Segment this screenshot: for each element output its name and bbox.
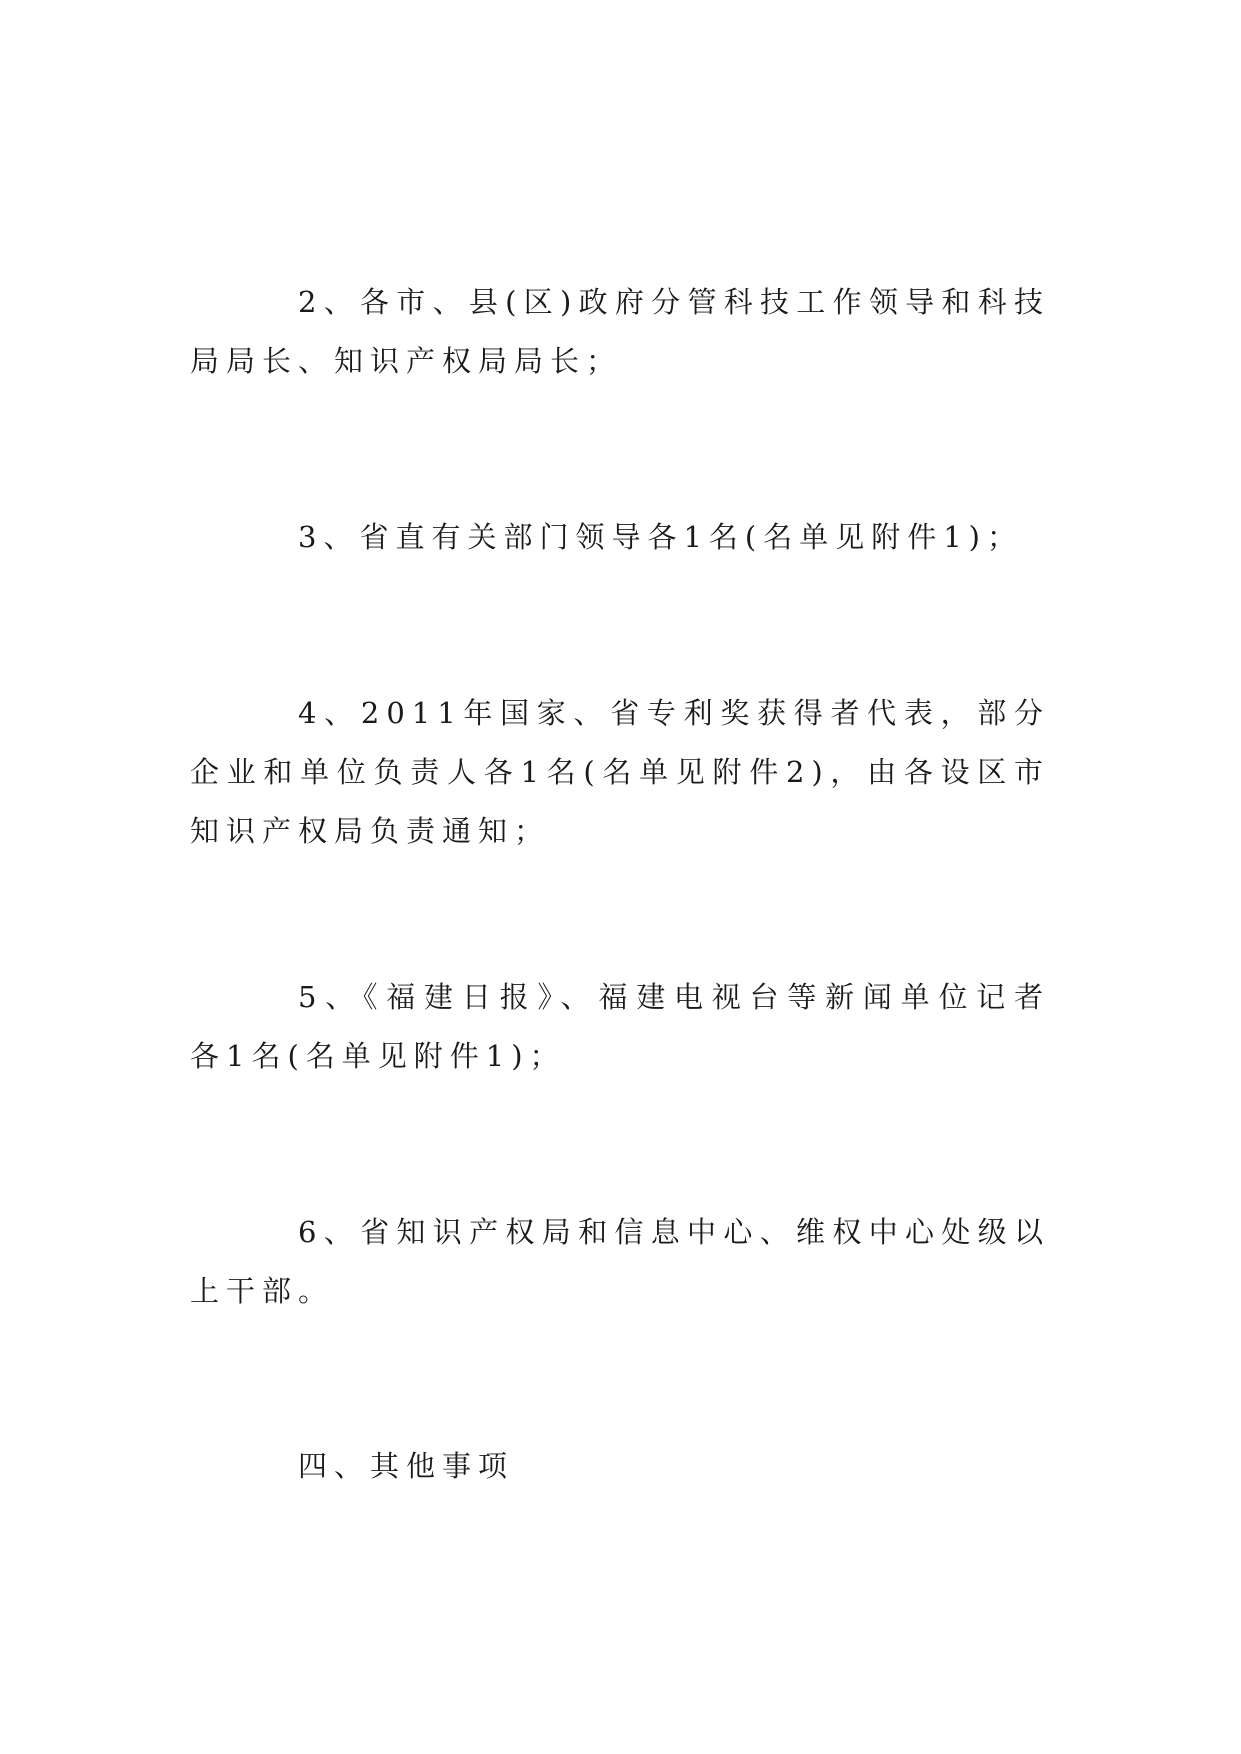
list-item-3: 3、省直有关部门领导各1名(名单见附件1)；: [298, 520, 1023, 554]
list-item-4: 4、2011年国家、省专利奖获得者代表，部分企业和单位负责人各1名(名单见附件2)，由各设区市知识产权局负责通知；: [190, 696, 1050, 848]
list-item-5: 5、《福建日报》、福建电视台等新闻单位记者各1名(名单见附件1)；: [190, 980, 1050, 1073]
section-heading-other-matters: 四、其他事项: [298, 1449, 515, 1483]
list-item-2: 2、各市、县(区)政府分管科技工作领导和科技局局长、知识产权局局长；: [190, 285, 1050, 378]
list-item-6: 6、省知识产权局和信息中心、维权中心处级以上干部。: [190, 1215, 1050, 1308]
